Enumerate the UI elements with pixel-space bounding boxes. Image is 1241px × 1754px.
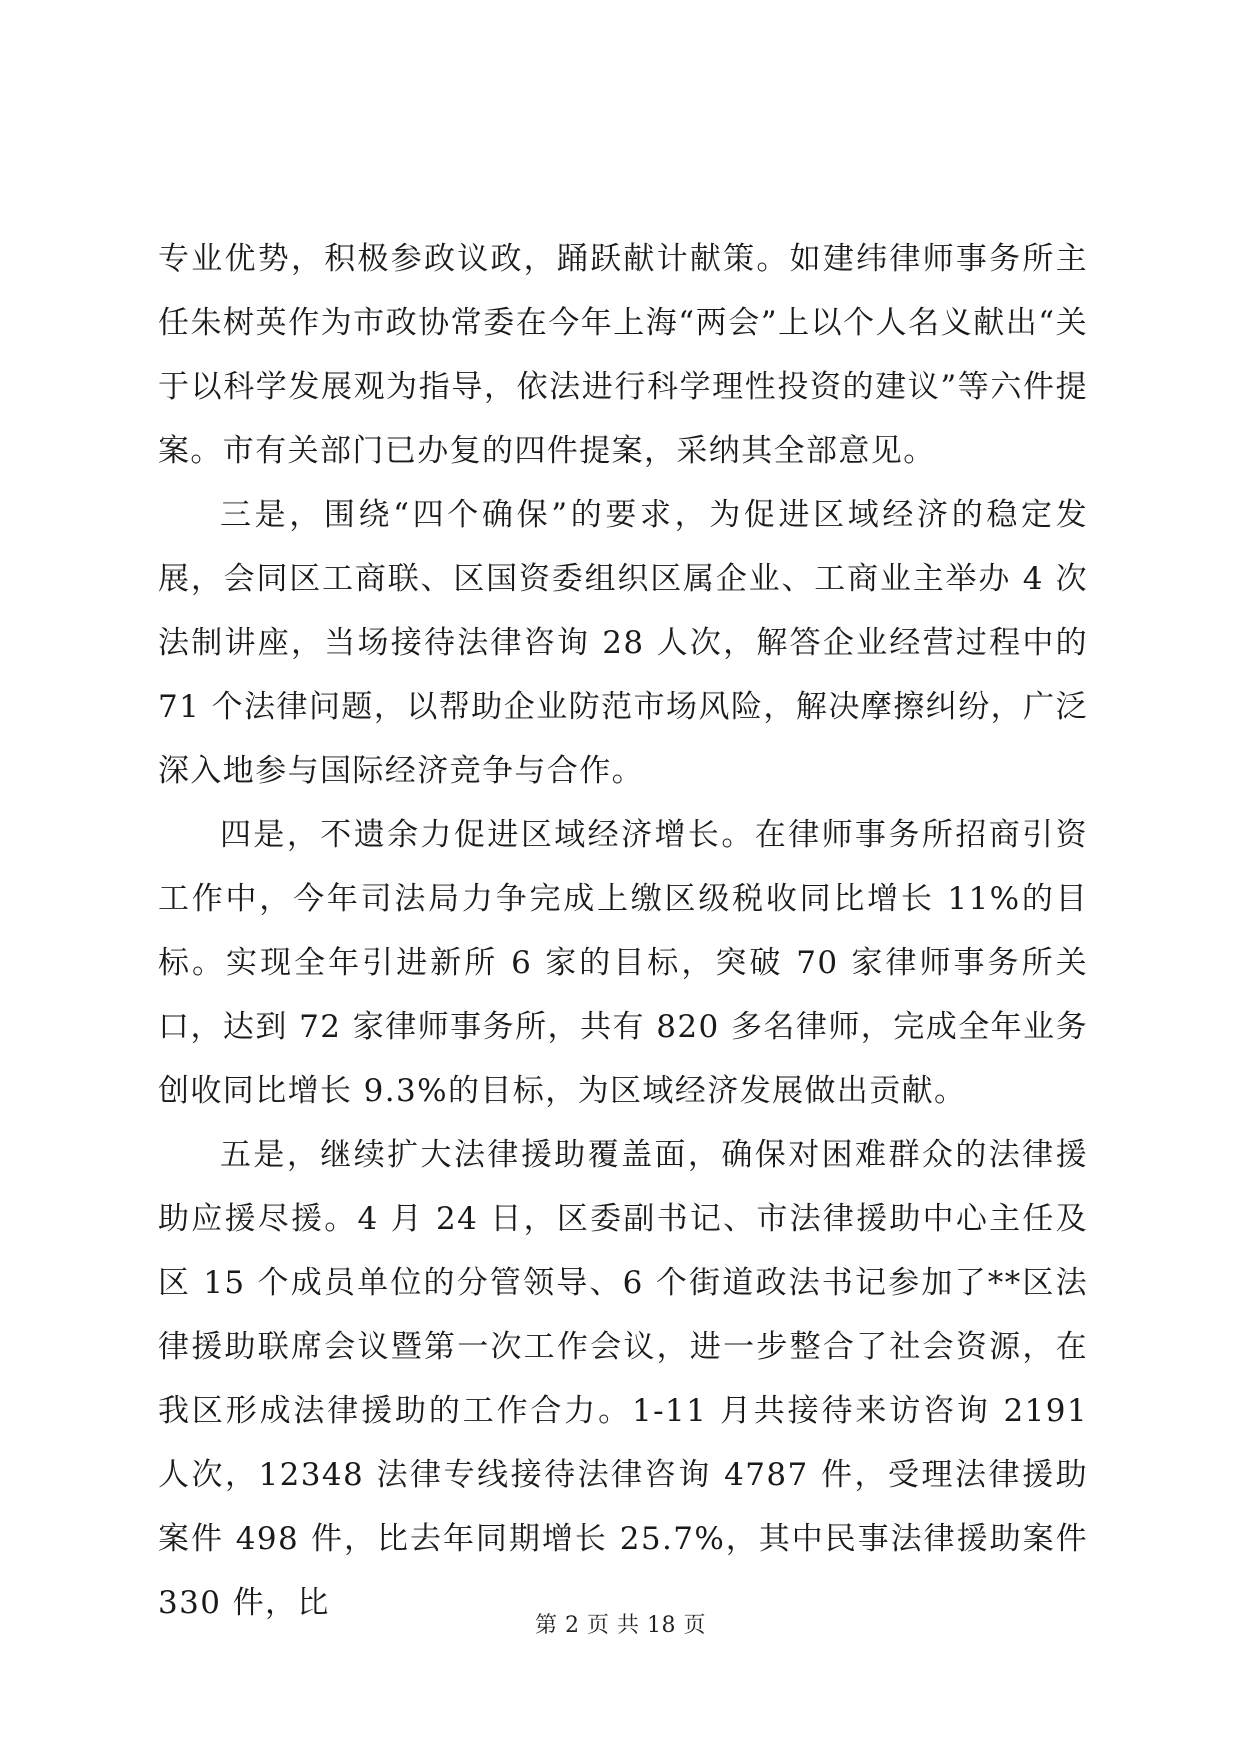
page-number-footer: 第 2 页 共 18 页: [535, 1613, 706, 1638]
document-body: [158, 227, 1088, 1635]
paragraph-4: 五是，继续扩大法律援助覆盖面，确保对困难群众的法律援助应援尽援。4 月 24 日，区委副书记、市法律援助中心主任及区 15 个成员单位的分管领导、6 个街道政法书记参加了**区法律援助联席会议暨第一次工作会议，进一步整合了社会资源，在我区形成法律援助的工作合力。1-11 月共接待来访咨询 2191 人次，12348 法律专线接待法律咨询 4787 件，受理法律援助案件 498 件，比去年同期增长 25.7%，其中民事法律援助案件 330 件，比: [158, 1137, 1088, 1621]
paragraph-2: 三是，围绕“四个确保”的要求，为促进区域经济的稳定发展，会同区工商联、区国资委组织区属企业、工商业主举办 4 次法制讲座，当场接待法律咨询 28 人次，解答企业经营过程中的 71 个法律问题，以帮助企业防范市场风险，解决摩擦纠纷，广泛深入地参与国际经济竞争与合作。: [158, 497, 1088, 789]
paragraph-3: 四是，不遗余力促进区域经济增长。在律师事务所招商引资工作中，今年司法局力争完成上缴区级税收同比增长 11%的目标。实现全年引进新所 6 家的目标，突破 70 家律师事务所关口，达到 72 家律师事务所，共有 820 多名律师，完成全年业务创收同比增长 9.3%的目标，为区域经济发展做出贡献。: [158, 817, 1088, 1109]
paragraph-1: 专业优势，积极参政议政，踊跃献计献策。如建纬律师事务所主任朱树英作为市政协常委在今年上海“两会”上以个人名义献出“关于以科学发展观为指导，依法进行科学理性投资的建议”等六件提案。市有关部门已办复的四件提案，采纳其全部意见。: [158, 241, 1088, 469]
